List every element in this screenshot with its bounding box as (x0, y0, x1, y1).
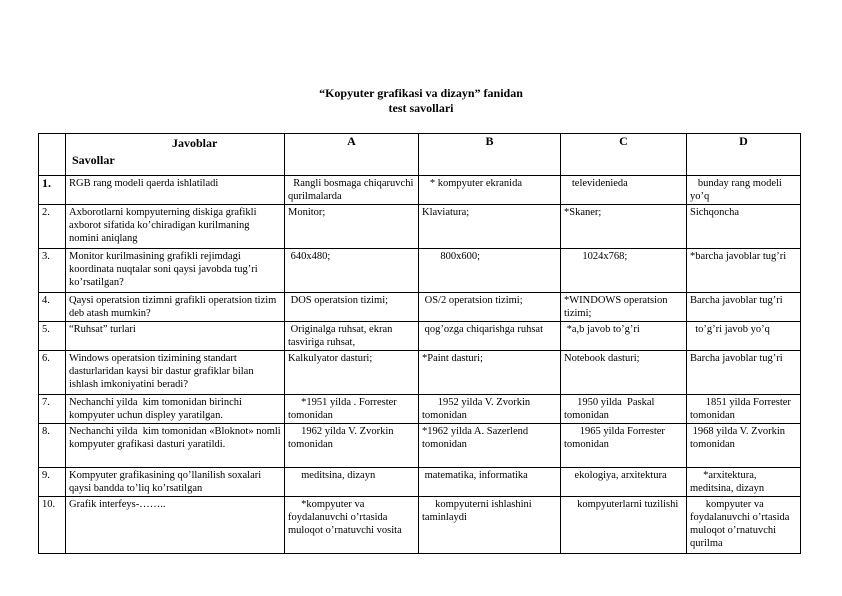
answer-c: Notebook dasturi; (561, 351, 687, 395)
question-text: “Ruhsat” turlari (66, 322, 285, 351)
question-text: Monitor kurilmasining grafikli rejimdagi koordinata nuqtalar soni qaysi javobda tug’ri ko’rsatilgan? (66, 249, 285, 293)
question-text: Qaysi operatsion tizimni grafikli operatsion tizim deb atash mumkin? (66, 293, 285, 322)
row-number: 3. (39, 249, 66, 293)
answer-b: qog’ozga chiqarishga ruhsat (419, 322, 561, 351)
answer-d: to’g’ri javob yo’q (687, 322, 801, 351)
question-text: Grafik interfeys-…….. (66, 497, 285, 554)
table-row (39, 468, 801, 497)
answer-d: *arxitektura, meditsina, dizayn (687, 468, 801, 497)
answer-d: Sichqoncha (687, 205, 801, 249)
answer-a: Rangli bosmaga chiqaruvchi qurilmalarda (285, 176, 419, 205)
question-text: Axborotlarni kompyuterning diskiga grafikli axborot sifatida ko’chiradigan kurilmaning nomini aniqlang (66, 205, 285, 249)
answer-d: kompyuter va foydalanuvchi o’rtasida muloqot o’rnatuvchi qurilma (687, 497, 801, 554)
question-text: RGB rang modeli qaerda ishlatiladi (66, 176, 285, 205)
row-number: 1. (39, 176, 66, 205)
header-col-b: B (419, 134, 561, 176)
answer-a: *1951 yilda . Forrester tomonidan (285, 395, 419, 424)
row-number: 7. (39, 395, 66, 424)
answer-a: DOS operatsion tizimi; (285, 293, 419, 322)
table-row (39, 351, 801, 395)
question-text: Kompyuter grafikasining qo’llanilish soxalari qaysi bandda to’liq ko’rsatilgan (66, 468, 285, 497)
row-number: 10. (39, 497, 66, 554)
header-col-d: D (687, 134, 801, 176)
table-row (39, 322, 801, 351)
answer-b: OS/2 operatsion tizimi; (419, 293, 561, 322)
answer-d: 1968 yilda V. Zvorkin tomonidan (687, 424, 801, 468)
header-col-c: C (561, 134, 687, 176)
answer-b: *1962 yilda A. Sazerlend tomonidan (419, 424, 561, 468)
table-row (39, 249, 801, 293)
answer-b: matematika, informatika (419, 468, 561, 497)
answer-b: 800x600; (419, 249, 561, 293)
answer-c: ekologiya, arxitektura (561, 468, 687, 497)
table-row (39, 395, 801, 424)
title-line-1: “Kopyuter grafikasi va dizayn” fanidan (319, 86, 523, 100)
title-line-2: test savollari (388, 101, 454, 115)
answer-d: Barcha javoblar tug’ri (687, 293, 801, 322)
table-body (39, 176, 801, 554)
answer-d: 1851 yilda Forrester tomonidan (687, 395, 801, 424)
answer-b: * kompyuter ekranida (419, 176, 561, 205)
table-row (39, 205, 801, 249)
table-row (39, 293, 801, 322)
table-row (39, 424, 801, 468)
answer-c: 1024x768; (561, 249, 687, 293)
answer-c: 1965 yilda Forrester tomonidan (561, 424, 687, 468)
row-number: 6. (39, 351, 66, 395)
answer-d: Barcha javoblar tug’ri (687, 351, 801, 395)
header-javoblar: Javoblar (172, 136, 218, 150)
document-title (0, 86, 842, 116)
row-number: 9. (39, 468, 66, 497)
answer-a: 640x480; (285, 249, 419, 293)
answer-b: kompyuterni ishlashini taminlaydi (419, 497, 561, 554)
answer-c: kompyuterlarni tuzilishi (561, 497, 687, 554)
answer-c: televidenieda (561, 176, 687, 205)
answer-c: 1950 yilda Paskal tomonidan (561, 395, 687, 424)
answer-b: *Paint dasturi; (419, 351, 561, 395)
header-savollar-cell (66, 134, 285, 176)
row-number: 8. (39, 424, 66, 468)
answer-c: *Skaner; (561, 205, 687, 249)
answer-c: *a,b javob to’g’ri (561, 322, 687, 351)
question-text: Nechanchi yilda kim tomonidan «Bloknot» nomli kompyuter grafikasi dasturi yaratildi. (66, 424, 285, 468)
answer-a: meditsina, dizayn (285, 468, 419, 497)
row-number: 5. (39, 322, 66, 351)
table-row (39, 176, 801, 205)
answer-b: 1952 yilda V. Zvorkin tomonidan (419, 395, 561, 424)
row-number: 2. (39, 205, 66, 249)
question-text: Windows operatsion tizimining standart dasturlaridan kaysi bir dastur grafiklar bilan ishlash imkoniyatini beradi? (66, 351, 285, 395)
answer-d: bunday rang modeli yo’q (687, 176, 801, 205)
answer-b: Klaviatura; (419, 205, 561, 249)
answer-a: *kompyuter va foydalanuvchi o’rtasida muloqot o’rnatuvchi vosita (285, 497, 419, 554)
questions-table (38, 133, 801, 554)
answer-d: *barcha javoblar tug’ri (687, 249, 801, 293)
answer-a: Originalga ruhsat, ekran tasviriga ruhsat, (285, 322, 419, 351)
answer-a: Kalkulyator dasturi; (285, 351, 419, 395)
header-savollar: Savollar (72, 153, 115, 167)
answer-a: 1962 yilda V. Zvorkin tomonidan (285, 424, 419, 468)
table-header-row (39, 134, 801, 176)
header-col-a: A (285, 134, 419, 176)
header-number-cell (39, 134, 66, 176)
question-text: Nechanchi yilda kim tomonidan birinchi kompyuter uchun displey yaratilgan. (66, 395, 285, 424)
answer-a: Monitor; (285, 205, 419, 249)
answer-c: *WINDOWS operatsion tizimi; (561, 293, 687, 322)
row-number: 4. (39, 293, 66, 322)
table-row (39, 497, 801, 554)
